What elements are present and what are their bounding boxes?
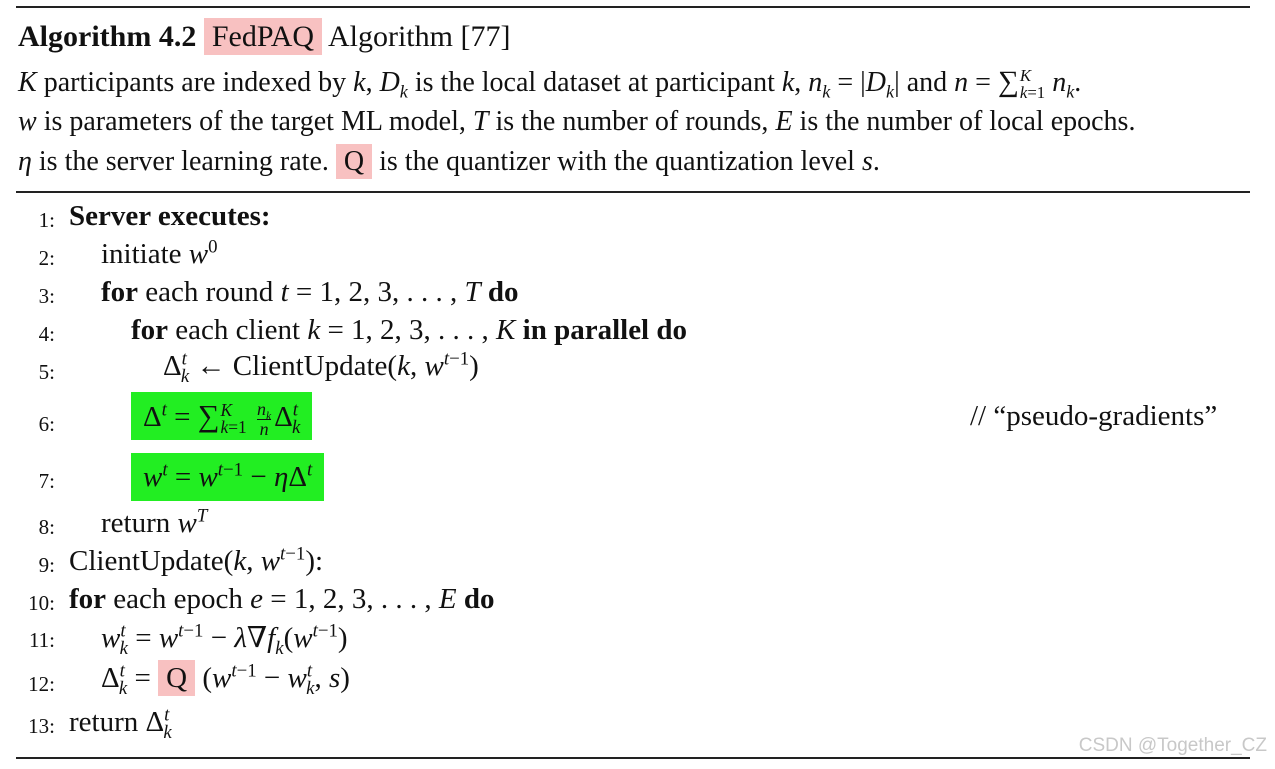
- watermark-text: CSDN @Together_CZ: [1078, 735, 1267, 756]
- top-rule: [16, 6, 1250, 8]
- quantizer-highlight: Q: [336, 144, 372, 179]
- description-line-1: K participants are indexed by k, $D_k$ is the local dataset at participant k, $n_k = |D_k|$ and n = ∑ K k=1 $n_k$.: [18, 65, 1082, 102]
- algorithm-suffix: Algorithm [77]: [327, 20, 511, 53]
- middle-rule: [16, 191, 1250, 193]
- algorithm-name-highlight: FedPAQ: [204, 18, 322, 55]
- algorithm-label: Algorithm 4.2: [18, 20, 197, 53]
- description-line-2: w is parameters of the target ML model, T is the number of rounds, E is the number of local epochs.: [18, 106, 1136, 137]
- quantizer-call-highlight: Q: [158, 660, 195, 696]
- algorithm-title: [18, 14, 510, 60]
- pseudo-gradient-highlight: $\Delta^t$ = ∑ K k=1 $\frac{n_k}{n}$ $\Delta^t_k$: [131, 392, 312, 440]
- weight-update-highlight: $w^t = w^{t-1} - \eta\Delta^t$: [131, 453, 324, 501]
- description-line-3: η is the server learning rate. Q is the quantizer with the quantization level s.: [18, 146, 880, 177]
- bottom-rule: [16, 757, 1250, 759]
- pseudo-gradient-comment: // “pseudo-gradients”: [970, 400, 1218, 432]
